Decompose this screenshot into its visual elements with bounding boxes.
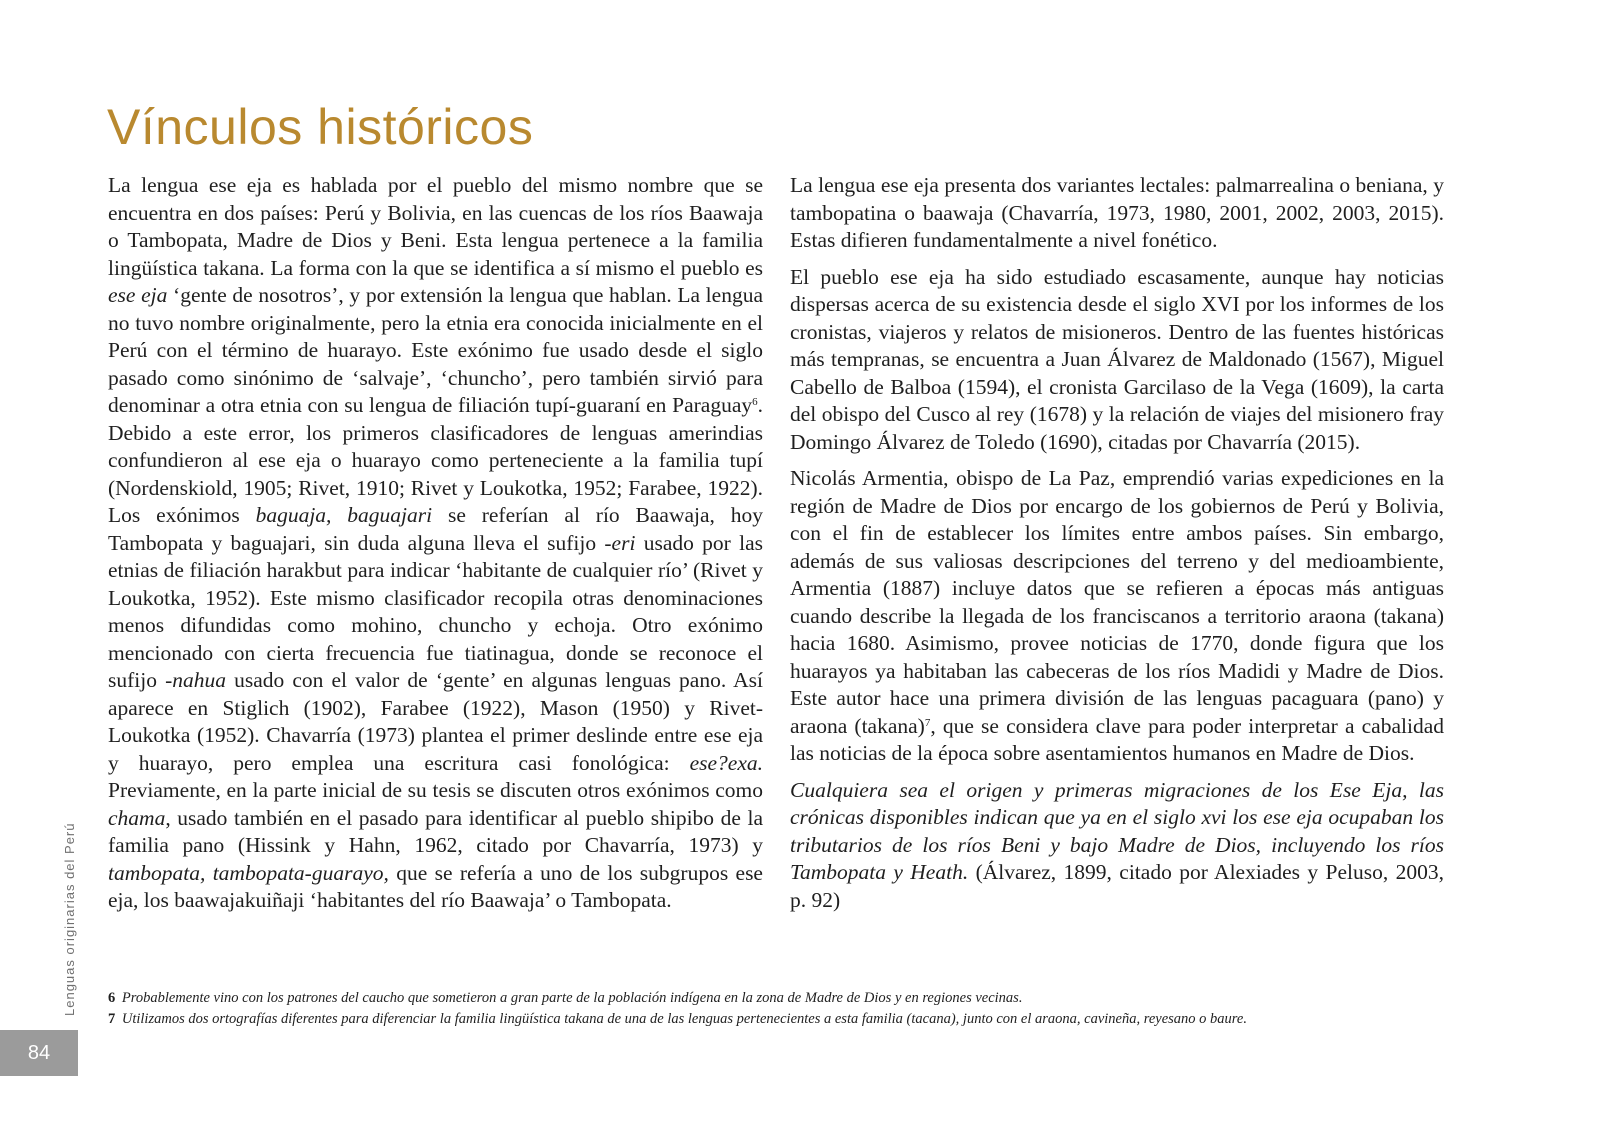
footnote-7: 7 Utilizamos dos ortografías diferentes para diferenciar la familia lingüística takana de una de las lenguas pertenecientes a esta familia (tacana), junto con el araona, cavineña, reyesano o baure. xyxy=(108,1011,1247,1027)
right-column xyxy=(790,172,1444,923)
left-column xyxy=(108,172,763,924)
page-number: 84 xyxy=(0,1030,78,1076)
paragraph: Nicolás Armentia, obispo de La Paz, emprendió varias expediciones en la región de Madre de Dios por encargo de los gobiernos de Perú y Bolivia, con el fin de establecer los límites entre ambos países. Sin embargo, además de sus valiosas descripciones del terreno y del medioambiente, Armentia (1887) incluye datos que se refieren a épocas más antiguas cuando describe la llegada de los franciscanos a territorio araona (takana) hacia 1680. Asimismo, provee noticias de 1770, donde figura que los huarayos ya habitaban las cabeceras de los ríos Madidi y Madre de Dios. Este autor hace una primera división de las lenguas pacaguara (pano) y araona (takana)$^7$, que se considera clave para poder interpretar a cabalidad las noticias de la época sobre asentamientos humanos en Madre de Dios. xyxy=(790,466,1444,765)
footnote-ref-7[interactable]: 7 xyxy=(924,716,931,729)
footnotes xyxy=(108,988,1508,1030)
paragraph: La lengua ese eja es hablada por el pueblo del mismo nombre que se encuentra en dos países: Perú y Bolivia, en las cuencas de los ríos Baawaja o Tambopata, Madre de Dios y Beni. Esta lengua pertenece a la familia lingüística takana. La forma con la que se identifica a sí mismo el pueblo es ese eja ‘gente de nosotros’, y por extensión la lengua que hablan. La lengua no tuvo nombre originalmente, pero la etnia era conocida inicialmente en el Perú con el término de huarayo. Este exónimo fue usado desde el siglo pasado como sinónimo de ‘salvaje’, ‘chuncho’, pero también sirvió para denominar a otra etnia con su lengua de filiación tupí-guaraní en Paraguay$^6$. Debido a este error, los primeros clasificadores de lenguas amerindias confundieron al ese eja o huarayo como perteneciente a la familia tupí (Nordenskiold, 1905; Rivet, 1910; Rivet y Loukotka, 1952; Farabee, 1922). Los exónimos baguaja, baguajari se referían al río Baawaja, hoy Tambopata y baguajari, sin duda alguna lleva el sufijo -eri usado por las etnias de filiación harakbut para indicar ‘habitante de cualquier río’ (Rivet y Loukotka, 1952). Este mismo clasificador recopila otras denominaciones menos difundidas como mohino, chuncho y echoja. Otro exónimo mencionado con cierta frecuencia fue tiatinagua, donde se reconoce el sufijo -nahua usado con el valor de ‘gente’ en algunas lenguas pano. Así aparece en Stiglich (1902), Farabee (1922), Mason (1950) y Rivet-Loukotka (1952). Chavarría (1973) plantea el primer deslinde entre ese eja y huarayo, pero emplea una escritura casi fonológica: ese?exa. Previamente, en la parte inicial de su tesis se discuten otros exónimos como chama, usado también en el pasado para identificar al pueblo shipibo de la familia pano (Hissink y Hahn, 1962, citado por Chavarría, 1973) y tambopata, tambopata-guarayo, que se refería a uno de los subgrupos ese eja, los baawajakuiñaji ‘habitantes del río Baawaja’ o Tambopata. xyxy=(108,173,764,912)
block-quote: Cualquiera sea el origen y primeras migraciones de los Ese Eja, las crónicas disponibles indican que ya en el siglo xvi los ese eja ocupaban los tributarios de los ríos Beni y bajo Madre de Dios, incluyendo los ríos Tambopata y Heath. (Álvarez, 1899, citado por Alexiades y Peluso, 2003, p. 92) xyxy=(790,777,1444,912)
paragraph: La lengua ese eja presenta dos variantes lectales: palmarrealina o beniana, y tambopatina o baawaja (Chavarría, 1973, 1980, 2001, 2002, 2003, 2015). Estas difieren fundamentalmente a nivel fonético. xyxy=(790,173,1444,252)
footnote-6: 6 Probablemente vino con los patrones del caucho que sometieron a gran parte de la población indígena en la zona de Madre de Dios y en regiones vecinas. xyxy=(108,990,1023,1006)
paragraph: El pueblo ese eja ha sido estudiado escasamente, aunque hay noticias dispersas acerca de su existencia desde el siglo XVI por los informes de los cronistas, viajeros y relatos de misioneros. Dentro de las fuentes históricas más tempranas, se encuentra a Juan Álvarez de Maldonado (1567), Miguel Cabello de Balboa (1594), el cronista Garcilaso de la Vega (1609), la carta del obispo del Cusco al rey (1678) y la relación de viajes del misionero fray Domingo Álvarez de Toledo (1690), citadas por Chavarría (2015). xyxy=(790,264,1444,454)
running-header: Lenguas originarias del Perú xyxy=(62,822,77,1016)
page-title: Vínculos históricos xyxy=(107,99,534,155)
quote-citation: (Álvarez, 1899, citado por Alexiades y Peluso, 2003, p. 92) xyxy=(790,860,1444,912)
footnote-ref-6[interactable]: 6 xyxy=(752,396,758,408)
